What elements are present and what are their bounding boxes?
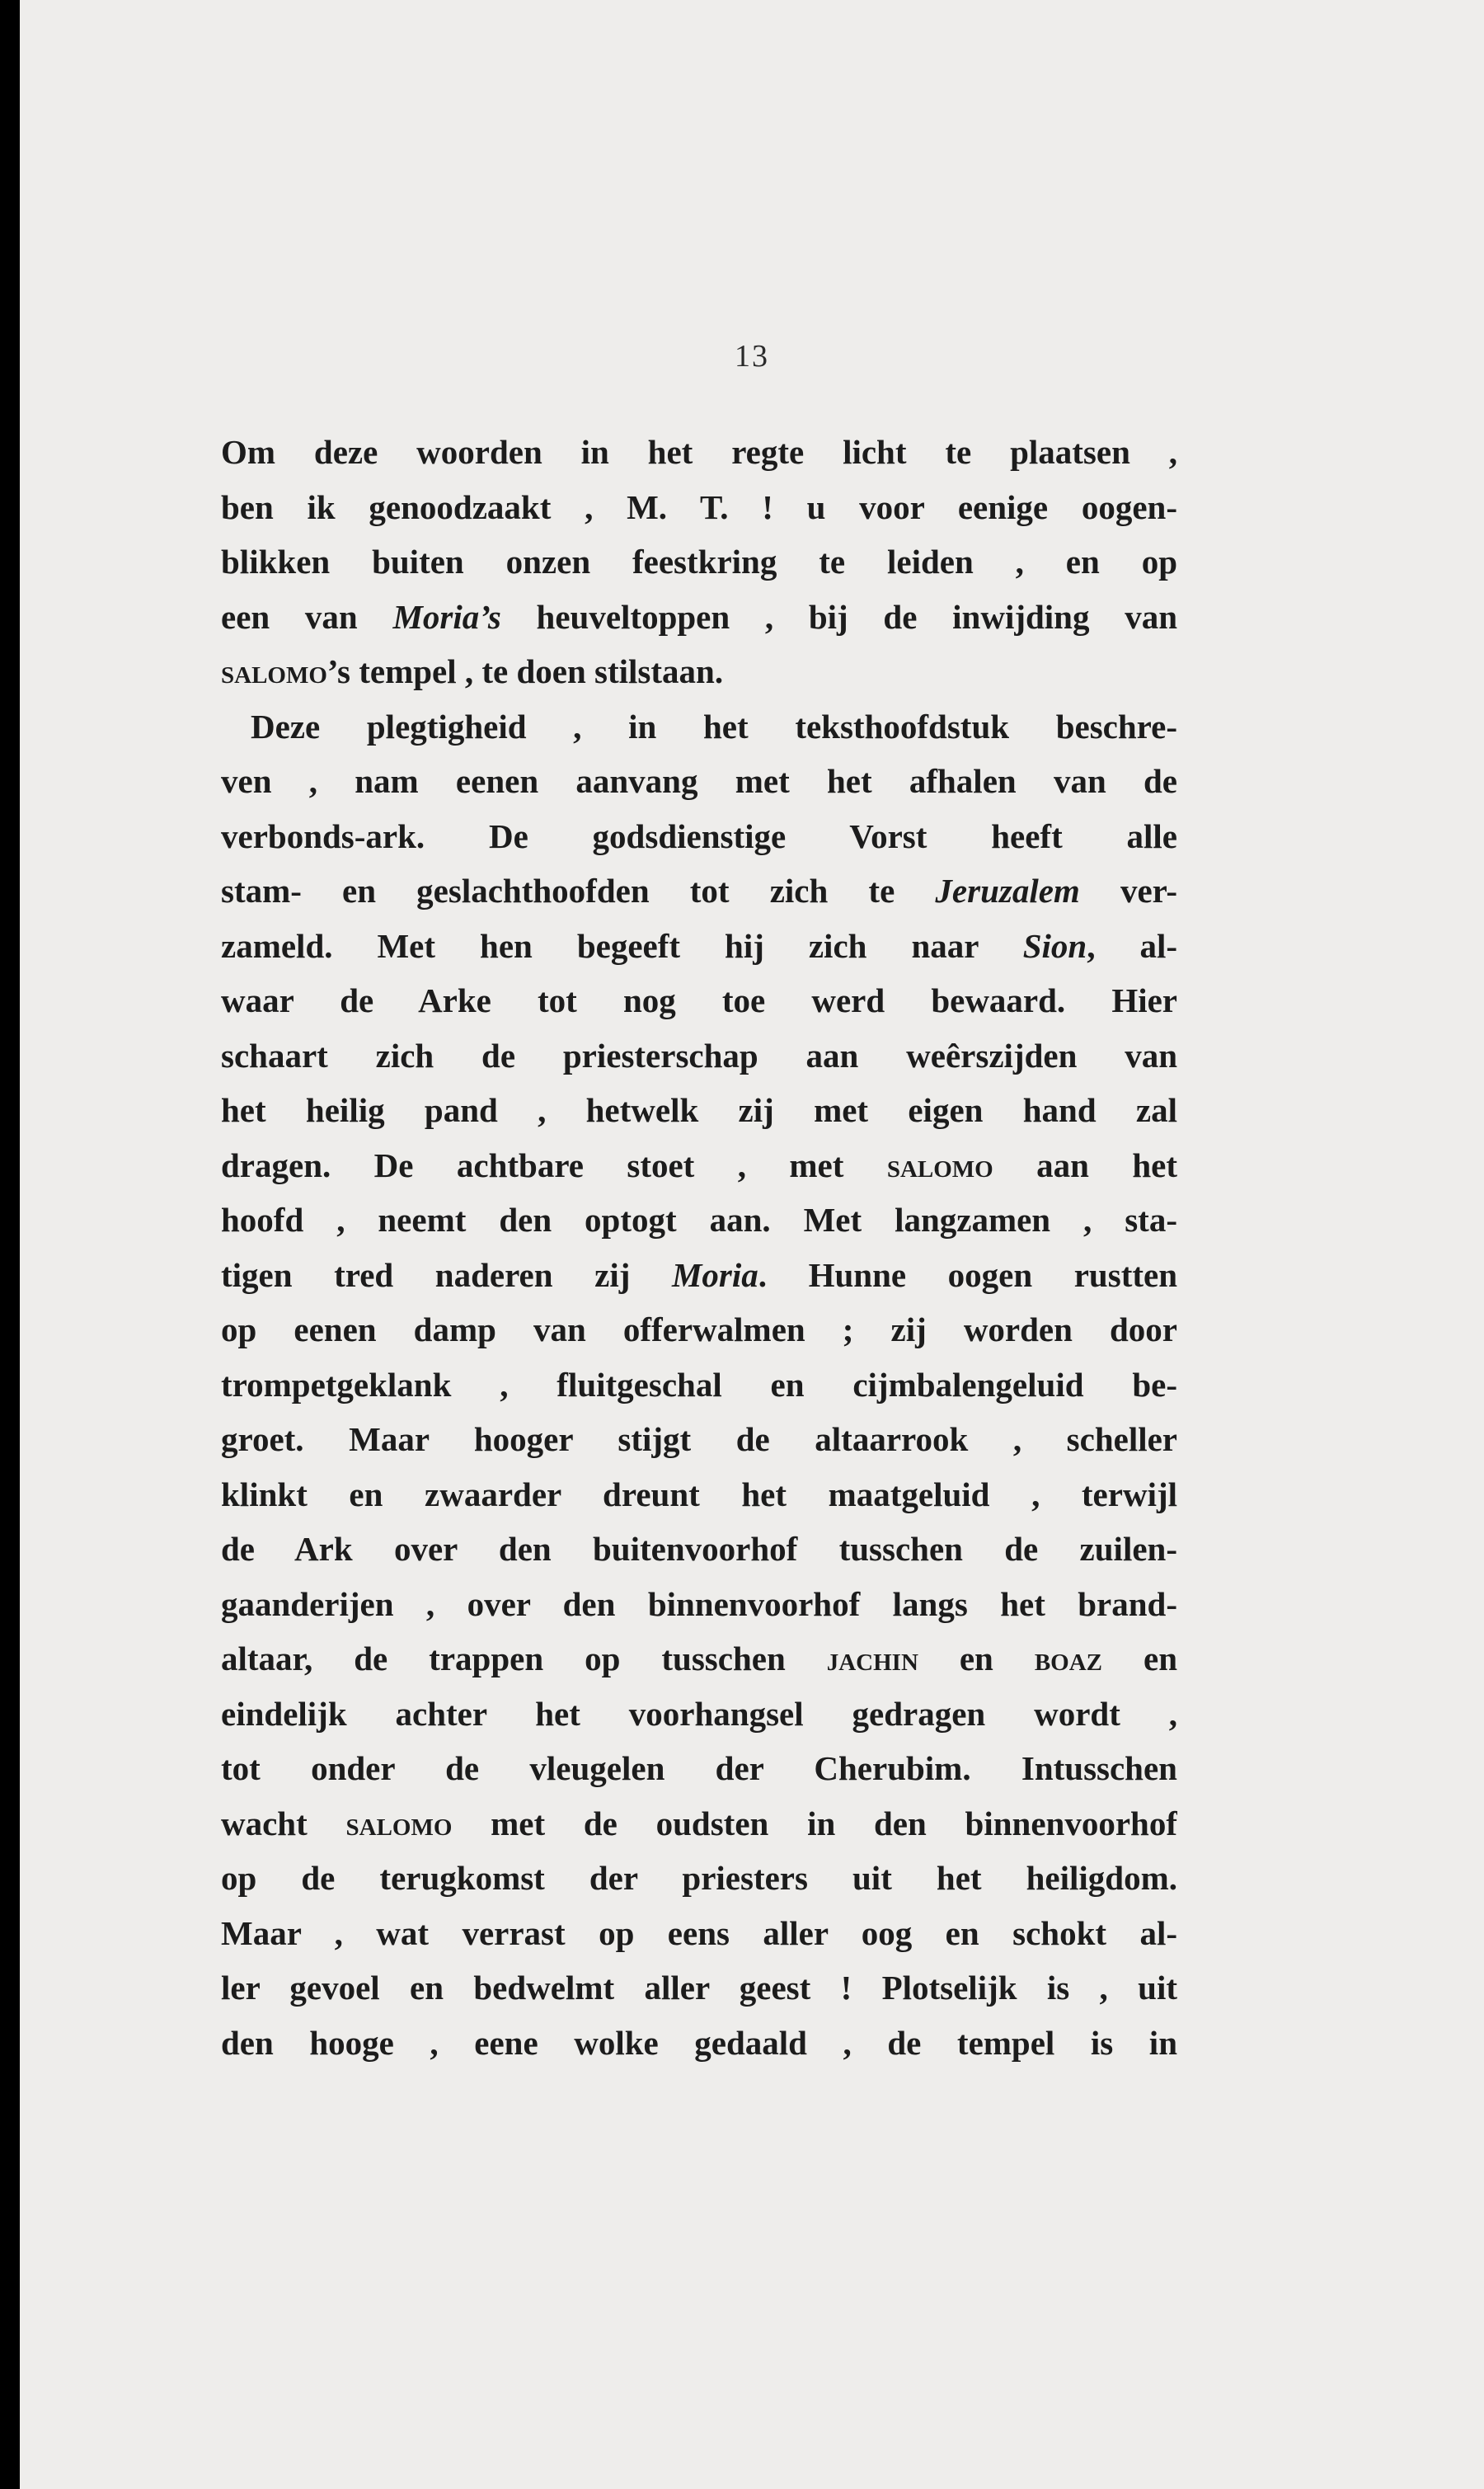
text-line: ben ik genoodzaakt , M. T. ! u voor eenige oogen- — [221, 487, 1177, 526]
text-line: waar de Arke tot nog toe werd bewaard. Hier — [221, 981, 1177, 1019]
text-line: stam- en geslachthoofden tot zich te Jeruzalem ver- — [221, 872, 1177, 910]
text-line: Maar , wat verrast op eens aller oog en schokt al- — [221, 1913, 1177, 1952]
text-line: tigen tred naderen zij Moria. Hunne oogen rustten — [221, 1255, 1177, 1294]
text-line: klinkt en zwaarder dreunt het maatgeluid , terwijl — [221, 1475, 1177, 1513]
text-line: een van Moria’s heuveltoppen , bij de inwijding van — [221, 597, 1177, 636]
text-line: zameld. Met hen begeeft hij zich naar Sion, al- — [221, 926, 1177, 965]
text-line: het heilig pand , hetwelk zij met eigen hand zal — [221, 1091, 1177, 1129]
page-number: 13 — [735, 339, 769, 374]
text-line: tot onder de vleugelen der Cherubim. Intusschen — [221, 1749, 1177, 1787]
book-page — [20, 0, 1484, 2489]
text-line: Deze plegtigheid , in het teksthoofdstuk beschre- — [251, 707, 1177, 746]
text-line: gaanderijen , over den binnenvoorhof langs het brand- — [221, 1584, 1177, 1623]
text-line: schaart zich de priesterschap aan weêrszijden van — [221, 1036, 1177, 1075]
text-line: op de terugkomst der priesters uit het heiligdom. — [221, 1859, 1177, 1897]
text-line: verbonds-ark. De godsdienstige Vorst heeft alle — [221, 816, 1177, 855]
text-line: dragen. De achtbare stoet , met salomo aan het — [221, 1146, 1177, 1184]
text-line: ler gevoel en bedwelmt aller geest ! Plotselijk is , uit — [221, 1969, 1177, 2007]
text-line: trompetgeklank , fluitgeschal en cijmbalengeluid be- — [221, 1365, 1177, 1404]
text-line: Om deze woorden in het regte licht te plaatsen , — [221, 433, 1177, 471]
text-line: wacht salomo met de oudsten in den binnenvoorhof — [221, 1804, 1177, 1842]
text-line: op eenen damp van offerwalmen ; zij worden door — [221, 1310, 1177, 1348]
body-text — [221, 425, 1177, 2070]
text-line: ven , nam eenen aanvang met het afhalen van de — [221, 762, 1177, 800]
text-line: salomo’s tempel , te doen stilstaan. — [221, 652, 724, 690]
text-line: eindelijk achter het voorhangsel gedragen wordt , — [221, 1694, 1177, 1733]
text-line: hoofd , neemt den optogt aan. Met langzamen , sta- — [221, 1201, 1177, 1239]
text-line: groet. Maar hooger stijgt de altaarrook , scheller — [221, 1420, 1177, 1458]
text-line: den hooge , eene wolke gedaald , de tempel is in — [221, 2023, 1177, 2062]
text-line: altaar, de trappen op tusschen jachin en boaz en — [221, 1640, 1177, 1677]
text-line: blikken buiten onzen feestkring te leiden , en op — [221, 543, 1177, 581]
text-line: de Ark over den buitenvoorhof tusschen de zuilen- — [221, 1530, 1177, 1568]
